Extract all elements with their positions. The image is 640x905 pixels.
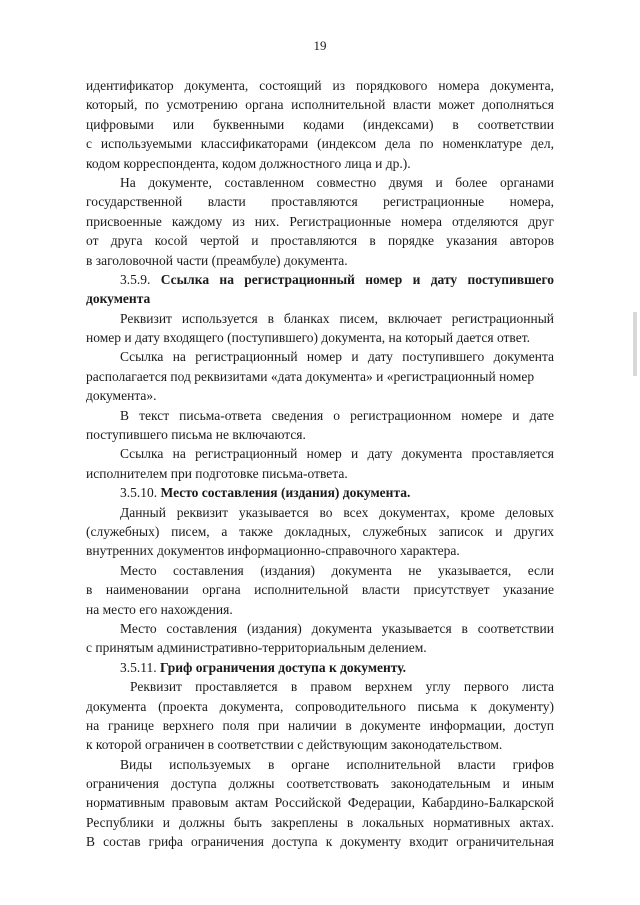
text-line: с используемыми классификаторами (индексом дела по номенклатуре дел,	[86, 136, 554, 152]
text-line: ограничения доступа должны соответствовать законодательным и иным	[86, 776, 554, 792]
text-line: нормативным правовым актам Российской Федерации, Кабардино-Балкарской	[86, 795, 554, 811]
text-line: номер и дату входящего (поступившего) документа, на который дается ответ.	[86, 330, 530, 346]
text-line: исполнителем при подготовке письма-ответа.	[86, 465, 348, 481]
text-line: цифровыми или буквенными кодами (индексами) в соответствии	[86, 116, 554, 132]
section-title: Ссылка на регистрационный номер и дату поступившего	[160, 271, 554, 287]
text-line: В текст письма-ответа сведения о регистрационном номере и дате	[120, 407, 554, 423]
text-line: присвоенные каждому из них. Регистрационные номера отделяются друг	[86, 213, 554, 229]
text-line: внутренних документов информационно-справочного характера.	[86, 543, 460, 559]
text-line: государственной власти проставляются регистрационные номера,	[86, 194, 554, 210]
text-line: Реквизит используется в бланках писем, включает регистрационный	[120, 310, 554, 326]
section-title: Место составления (издания) документа.	[160, 485, 411, 501]
section-number: 3.5.9.	[120, 271, 151, 287]
text-line: документа (проекта документа, сопроводительного письма к документу)	[86, 698, 554, 714]
text-line: на место его нахождения.	[86, 601, 233, 617]
text-line: Место составления (издания) документа не указывается, если	[120, 562, 554, 578]
text-line: Республики и должны быть закреплены в локальных нормативных актах.	[86, 814, 554, 830]
text-line: Реквизит проставляется в правом верхнем углу первого листа	[130, 679, 554, 695]
section-number: 3.5.11.	[120, 659, 157, 675]
text-line: Виды используемых в органе исполнительной власти грифов	[120, 756, 554, 772]
text-line: На документе, составленном совместно двумя и более органами	[120, 174, 554, 190]
section-title: Гриф ограничения доступа к документу.	[160, 659, 407, 675]
text-line: Ссылка на регистрационный номер и дату поступившего документа	[120, 349, 554, 365]
section-title-continued: документа	[86, 291, 151, 307]
scan-edge-mark	[633, 312, 637, 376]
section-heading-3-5-11	[86, 658, 554, 677]
text-line: располагается под реквизитами «дата документа» и «регистрационный номер	[86, 368, 535, 384]
text-line: идентификатор документа, состоящий из порядкового номера документа,	[86, 78, 554, 93]
text-line: Место составления (издания) документа указывается в соответствии	[120, 620, 554, 636]
section-number: 3.5.10.	[120, 485, 158, 501]
text-line: к которой ограничен в соответствии с действующим законодательством.	[86, 737, 503, 753]
text-line: Данный реквизит указывается во всех документах, кроме деловых	[120, 504, 554, 520]
text-line: (служебных) писем, а также докладных, служебных записок и других	[86, 523, 554, 539]
text-line: который, по усмотрению органа исполнительной власти может дополняться	[86, 97, 554, 113]
text-line: на границе верхнего поля при наличии в документе информации, доступ	[86, 717, 554, 733]
text-line: документа».	[86, 388, 157, 404]
text-line: Ссылка на регистрационный номер и дату документа проставляется	[120, 446, 554, 462]
section-heading-3-5-10	[86, 483, 554, 502]
text-line: в заголовочной части (преамбуле) документа.	[86, 252, 348, 268]
text-line: кодом корреспондента, кодом должностного лица и др.).	[86, 155, 411, 171]
text-line: от друга косой чертой и проставляются в порядке указания авторов	[86, 233, 554, 249]
document-body	[86, 76, 554, 852]
page-number: 19	[313, 38, 327, 53]
text-line: в наименовании органа исполнительной власти присутствует указание	[86, 582, 554, 598]
text-line: с принятым административно-территориальным делением.	[86, 640, 427, 656]
section-heading-3-5-9	[86, 270, 554, 289]
text-line: В состав грифа ограничения доступа к документу входит ограничительная	[86, 834, 554, 850]
text-line: поступившего письма не включаются.	[86, 427, 306, 443]
